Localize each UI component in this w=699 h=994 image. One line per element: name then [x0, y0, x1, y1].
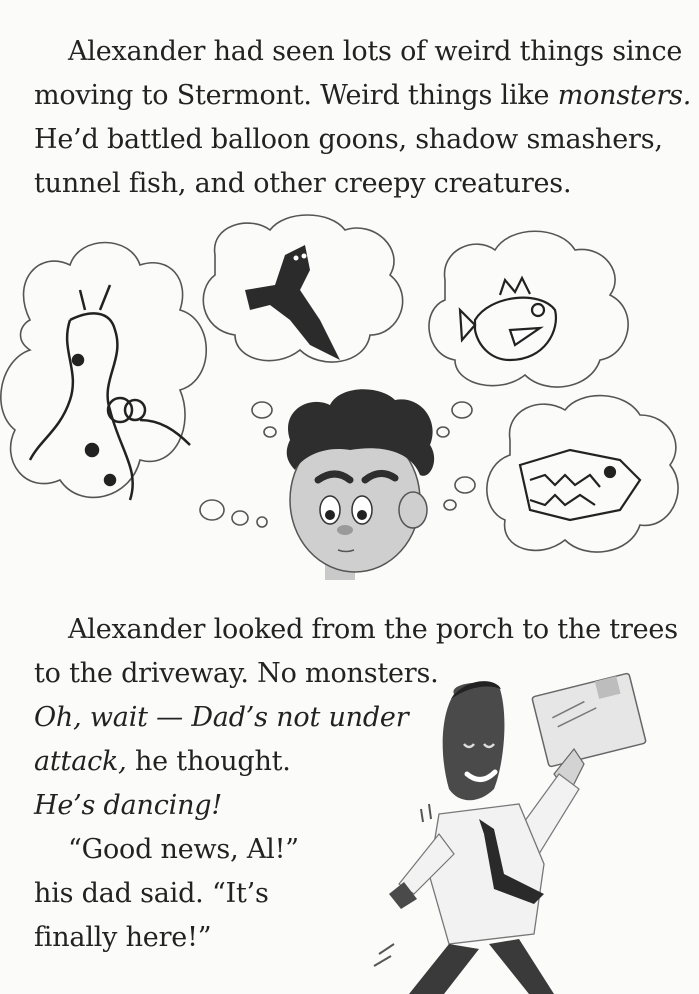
paragraph-intro	[34, 30, 692, 206]
text-line: He’d battled balloon goons, shadow smashers,	[34, 124, 663, 155]
dancing-dad-illustration	[369, 654, 699, 994]
text-line: to the driveway. No monsters.	[34, 658, 439, 689]
dialogue-line: finally here!”	[34, 922, 212, 953]
text-line: Alexander had seen lots of weird things since	[68, 36, 683, 67]
tunnel-fish-drawing	[460, 278, 556, 360]
text-line: Alexander looked from the porch to the trees	[68, 614, 678, 645]
thought-line: Oh, wait — Dad’s not under	[34, 702, 409, 733]
thought-line: attack, he thought.	[34, 746, 291, 777]
text-line: tunnel fish, and other creepy creatures.	[34, 168, 572, 199]
balloon-goon-drawing	[30, 285, 190, 500]
shadow-smasher-drawing	[245, 245, 340, 360]
dialogue-line: “Good news, Al!”	[68, 834, 299, 865]
letter-drawing	[532, 673, 646, 767]
dad-head	[443, 681, 505, 800]
dialogue-line: his dad said. “It’s	[34, 878, 269, 909]
emphasis-word: monsters.	[557, 80, 692, 111]
thought-cloud	[487, 396, 678, 552]
boy-drawing	[287, 389, 434, 580]
text-line: moving to Stermont. Weird things like monsters.	[34, 80, 692, 111]
thought-line: He’s dancing!	[34, 790, 222, 821]
creature-drawing	[520, 450, 640, 520]
boy-thinking-illustration	[0, 210, 699, 610]
thought-cloud	[203, 215, 402, 362]
